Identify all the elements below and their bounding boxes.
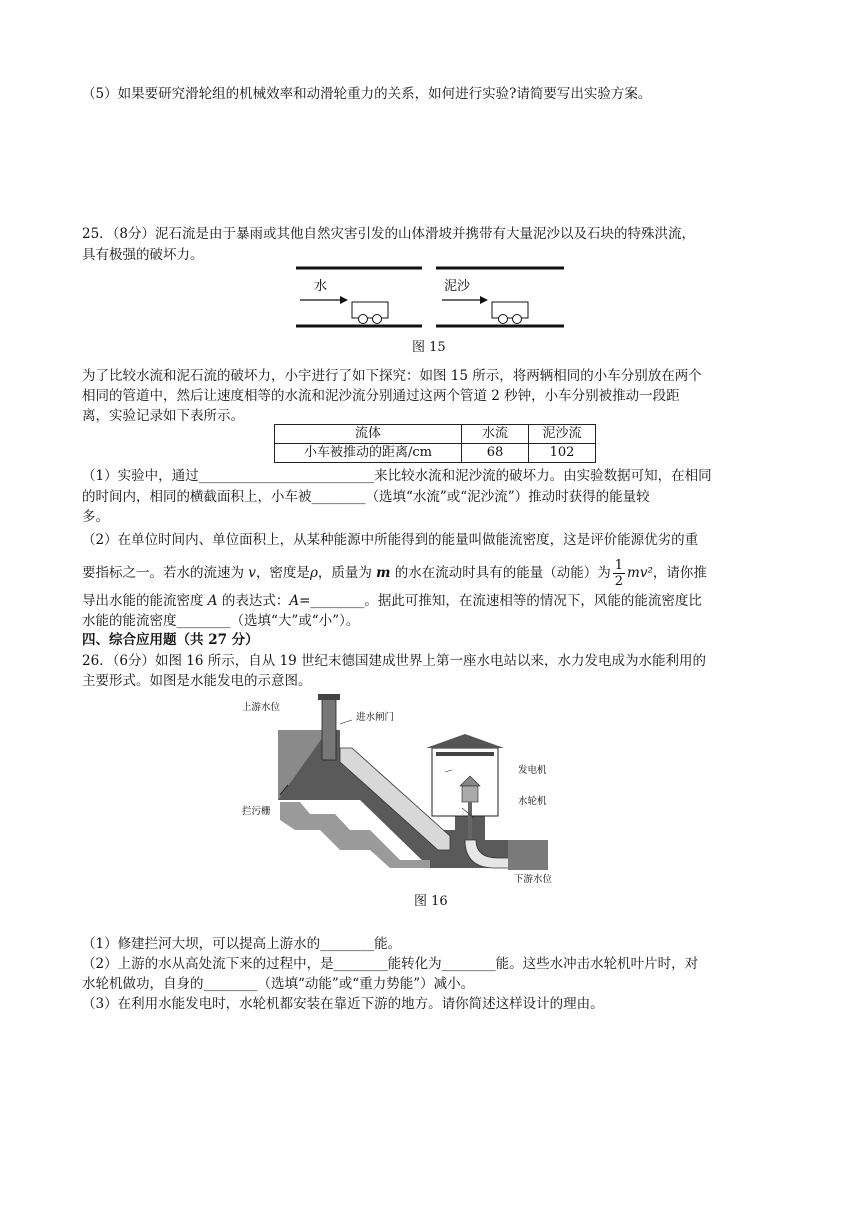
q25-p2-text: 要指标之一。若水的流速为 (82, 565, 249, 581)
symbol-v: v (248, 565, 256, 581)
figure-15 (290, 262, 570, 334)
q25-p2-text: 导出水能的能流密度 (82, 593, 208, 609)
q25-part2-line1: （2）在单位时间内、单位面积上，从某种能源中所能得到的能量叫做能流密度，这是评价能源优劣的重 (82, 532, 699, 548)
fraction-denominator: 2 (614, 574, 624, 589)
symbol-A: A (207, 593, 218, 609)
fraction-numerator: 1 (614, 558, 624, 573)
q25-part2-line2 (82, 558, 707, 589)
q24-part5: （5）如果要研究滑轮组的机械效率和动滑轮重力的关系，如何进行实验?请简要写出实验方案。 (82, 86, 652, 102)
table-row-label: 小车被推动的距离/cm (275, 444, 462, 463)
symbol-A: A (289, 593, 300, 609)
q25-part1-line2: 的时间内，相同的横截面积上，小车被________（选填“水流”或“泥沙流”）推动时获得的能量较 (82, 489, 650, 505)
fig16-label-upstream: 上游水位 (242, 702, 281, 713)
table-header-fluid: 流体 (275, 425, 462, 444)
q25-part2-line4: 水能的能流密度________（选填“大”或“小”）。 (82, 613, 360, 629)
q25-part1-line3: 多。 (82, 509, 109, 525)
q25-intro-line1: 25．（8分）泥石流是由于暴雨或其他自然灾害引发的山体滑坡并携带有大量泥沙以及石块的特殊洪流， (82, 226, 696, 242)
cart-icon (352, 302, 388, 324)
arrow-right-icon (300, 296, 348, 304)
fig16-label-downstream: 下游水位 (514, 874, 553, 885)
q25-desc-line3: 离，实验记录如下表所示。 (82, 408, 244, 424)
table-row (275, 425, 596, 444)
section-4-heading: 四、综合应用题（共 27 分） (82, 632, 259, 648)
table-cell-water: 68 (462, 444, 529, 463)
fig16-label-turbine: 水轮机 (518, 796, 547, 807)
fig16-label-trash-rack: 拦污栅 (242, 806, 271, 817)
fig15-label-water: 水 (314, 279, 328, 294)
fig16-label-generator: 发电机 (518, 765, 547, 776)
q26-intro-line1: 26．（6分）如图 16 所示，自从 19 世纪末德国建成世界上第一座水电站以来，水力发电成为水能利用的 (82, 653, 707, 669)
symbol-m: m (376, 565, 391, 581)
symbol-mv2: mv² (627, 565, 653, 581)
fig16-label-gate: 进水闸门 (356, 712, 395, 723)
symbol-rho: ρ (309, 565, 318, 581)
table-header-water: 水流 (462, 425, 529, 444)
table-cell-mud: 102 (529, 444, 596, 463)
q25-desc-line2: 相同的管道中，然后让速度相等的水流和泥沙流分别通过这两个管道 2 秒钟，小车分别被推动一段距 (82, 388, 680, 404)
table-header-mud: 泥沙流 (529, 425, 596, 444)
fig15-caption: 图 15 (412, 340, 446, 355)
q26-part2-line2: 水轮机做功，自身的________（选填“动能”或“重力势能”）减小。 (82, 976, 475, 992)
q25-p2-text: ，质量为 (317, 565, 377, 581)
q25-p2-text: =________。据此可推知，在流速相等的情况下，风能的能流密度比 (299, 593, 702, 609)
q25-part1-line1: （1）实验中，通过__________________________来比较水流和泥沙流的破坏力。由实验数据可知，在相同 (82, 468, 712, 484)
q26-part3: （3）在利用水能发电时，水轮机都安装在靠近下游的地方。请你简述这样设计的理由。 (82, 996, 604, 1012)
arrow-right-icon (442, 296, 488, 304)
table-row (275, 444, 596, 463)
fraction-one-half (613, 558, 625, 589)
q25-intro-line2: 具有极强的破坏力。 (82, 247, 204, 263)
figure-16 (240, 690, 570, 888)
experiment-record-table (274, 424, 596, 463)
fig16-caption: 图 16 (414, 894, 448, 909)
fig15-label-mud: 泥沙 (444, 279, 471, 294)
q25-desc-line1: 为了比较水流和泥石流的破坏力，小宇进行了如下探究：如图 15 所示，将两辆相同的小车分别放在两个 (82, 368, 702, 384)
q25-part2-line3 (82, 591, 702, 611)
q26-part1: （1）修建拦河大坝，可以提高上游水的________能。 (82, 936, 402, 952)
q25-p2-text: ，请你推 (652, 565, 707, 581)
cart-icon (492, 302, 528, 324)
q25-p2-text: ，密度是 (255, 565, 310, 581)
q26-intro-line2: 主要形式。如图是水能发电的示意图。 (82, 673, 312, 689)
q25-p2-text: 的水在流动时具有的能量（动能）为 (390, 565, 611, 581)
q25-p2-text: 的表达式： (217, 593, 290, 609)
q26-part2-line1: （2）上游的水从高处流下来的过程中，是________能转化为________能。这些水冲击水轮机叶片时，对 (82, 956, 699, 972)
